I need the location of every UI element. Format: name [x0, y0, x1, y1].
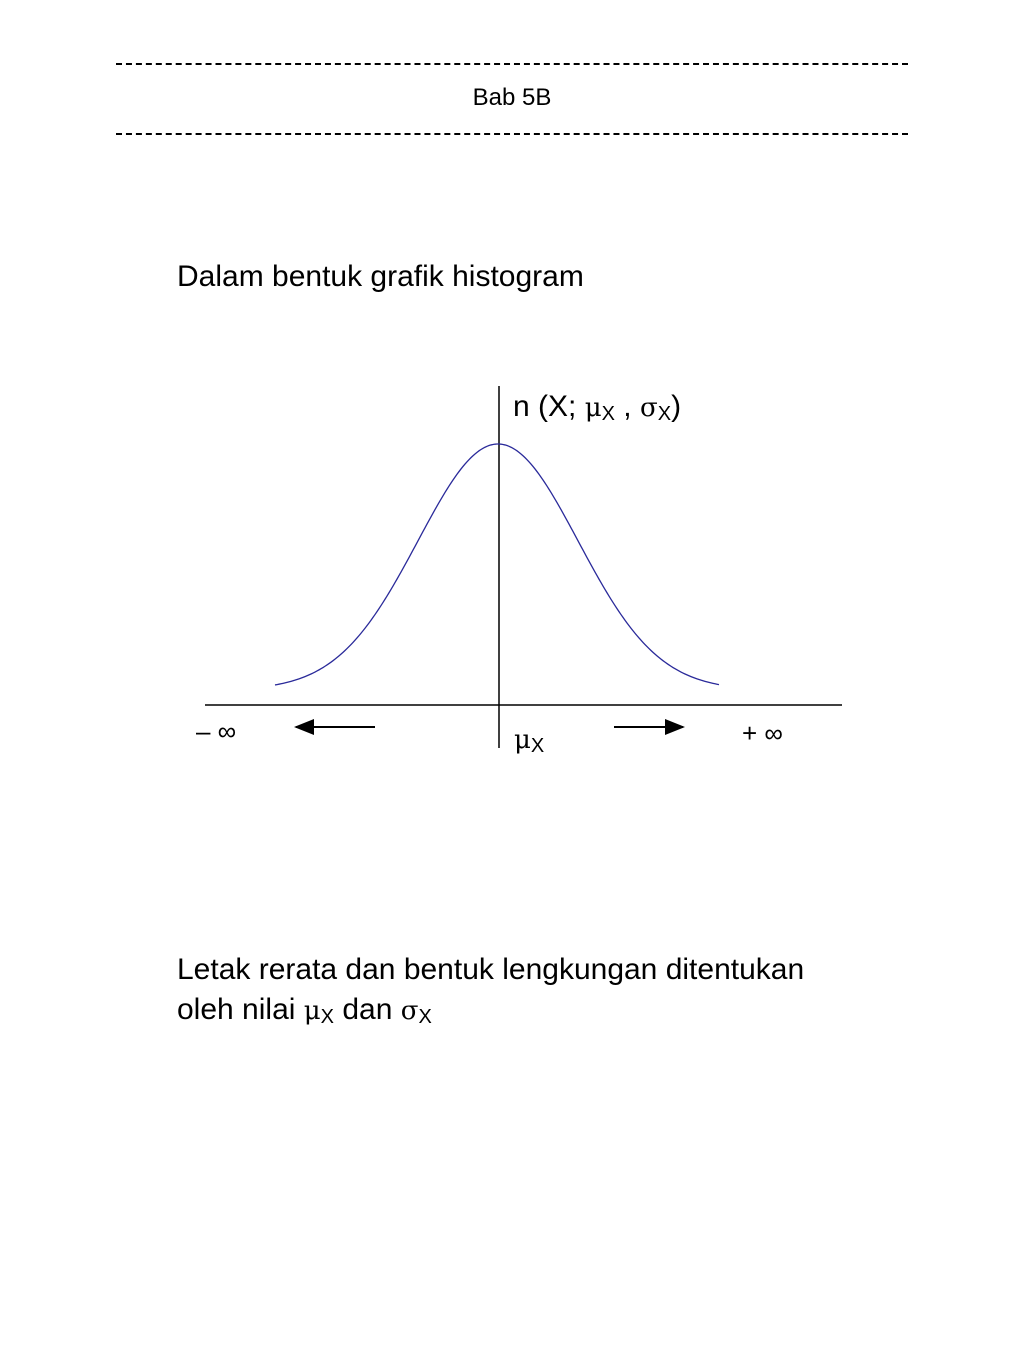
conclusion-text	[177, 950, 804, 1037]
function-label: n (X; $\mu_X$ , $\sigma_X$)	[513, 390, 682, 425]
conclusion-line-2: oleh nilai $\mu_X$ dan $\sigma_X$	[177, 993, 432, 1028]
intro-text: Dalam bentuk grafik histogram	[177, 260, 584, 293]
sigma-symbol: σ	[400, 996, 419, 1026]
mu-symbol: μ	[303, 996, 321, 1026]
page-title: Bab 5B	[472, 84, 552, 111]
pos-infinity-label: + ∞	[742, 718, 783, 748]
conclusion-line-1: Letak rerata dan bentuk lengkungan ditentukan	[177, 953, 805, 986]
bell-curve	[275, 444, 719, 685]
mean-label: $\mu_X$	[514, 725, 545, 757]
neg-infinity-label: – ∞	[196, 716, 237, 746]
